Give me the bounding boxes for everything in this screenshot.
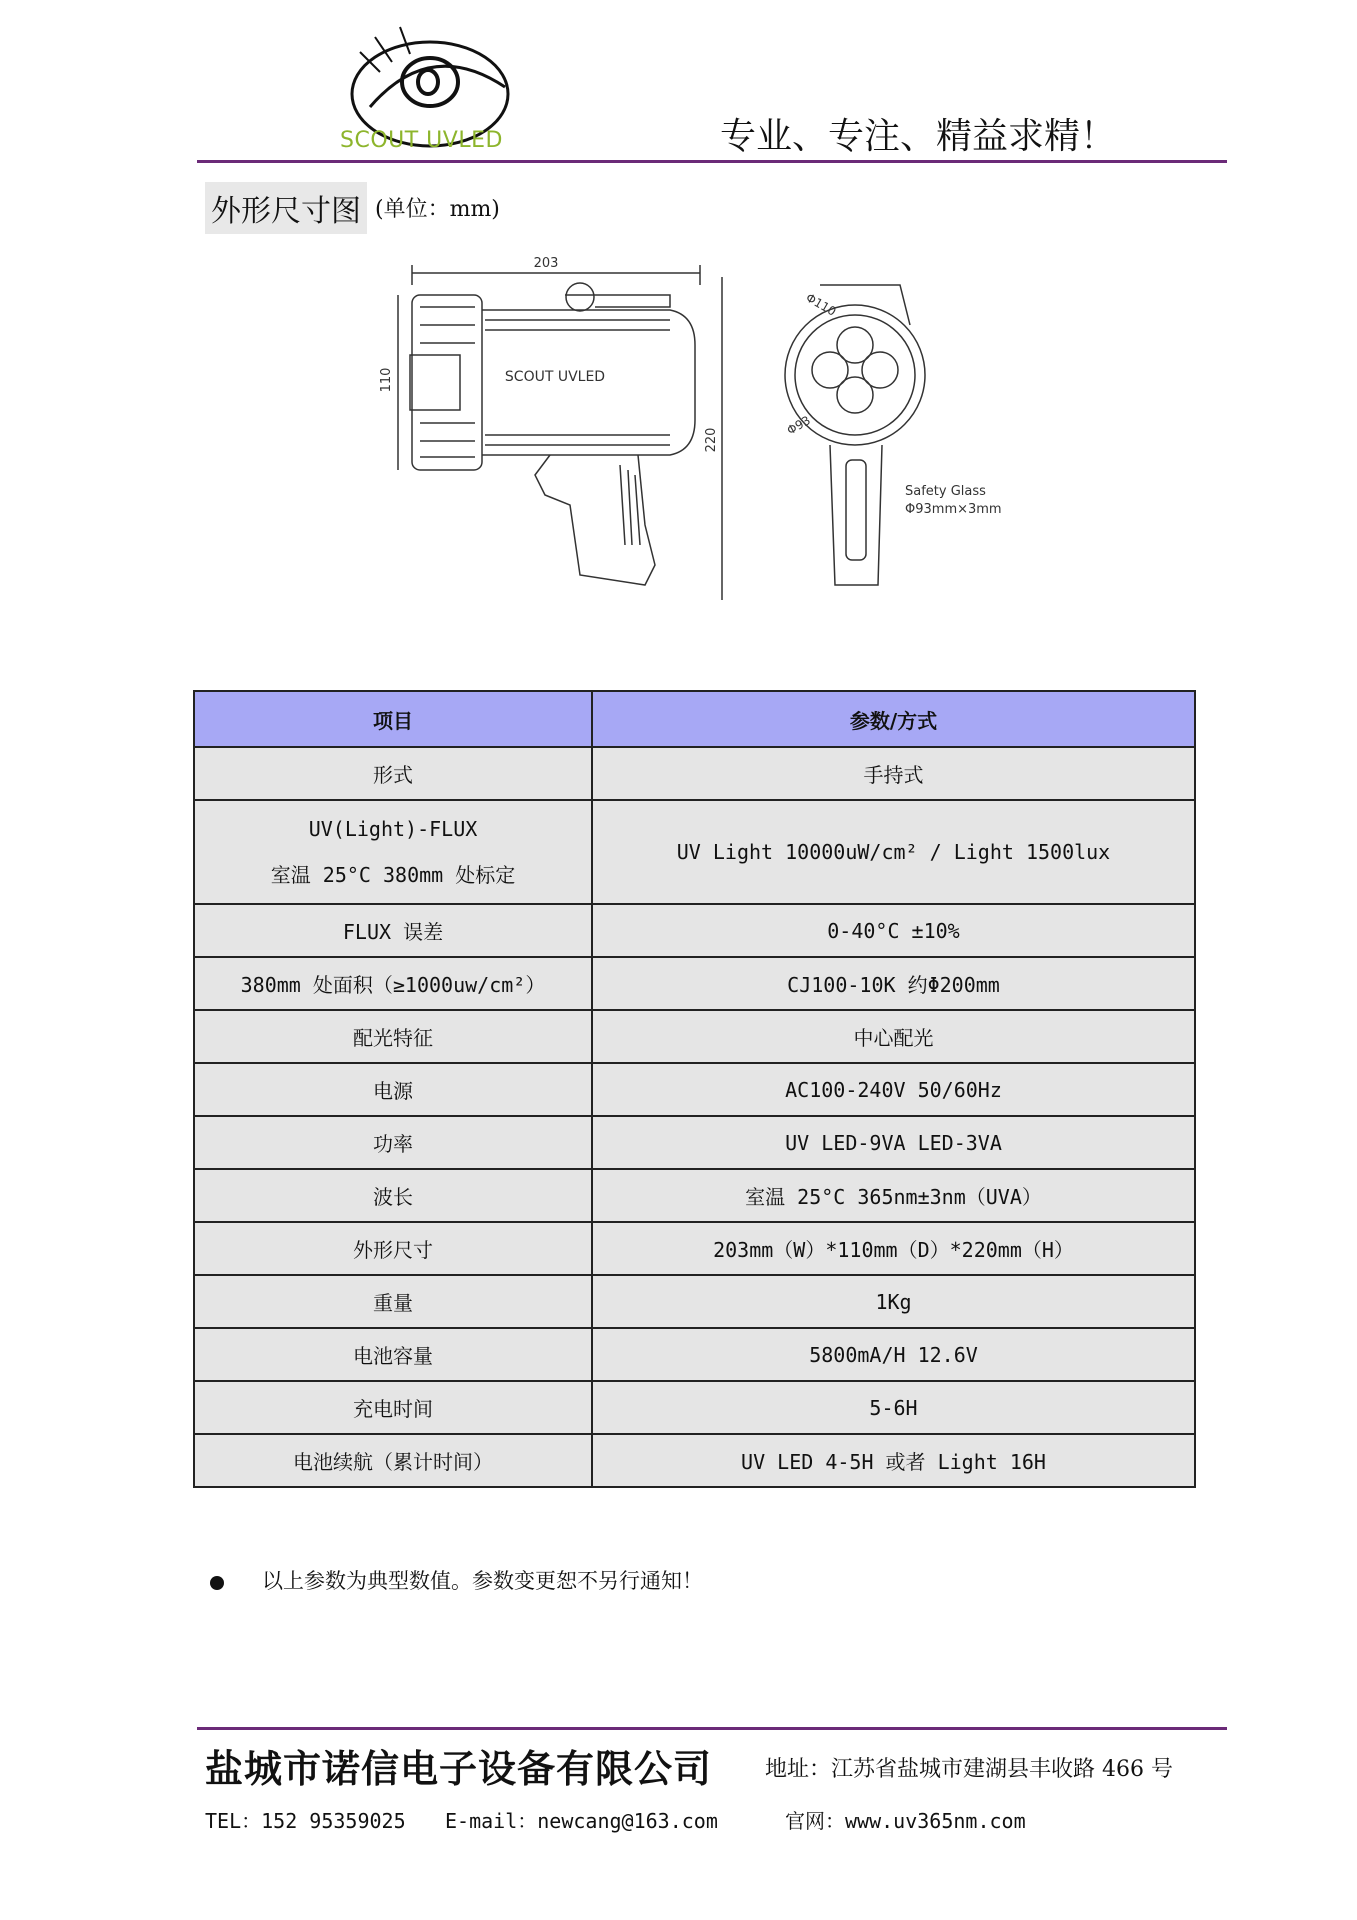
table-row: [194, 1381, 1195, 1434]
row-value: 5-6H: [592, 1381, 1195, 1434]
row-item: 充电时间: [194, 1381, 592, 1434]
row-item: 电池续航（累计时间）: [194, 1434, 592, 1487]
row-item: 380mm 处面积（≥1000uw/cm²）: [194, 957, 592, 1010]
company-address: 地址：江苏省盐城市建湖县丰收路 466 号: [765, 1757, 1173, 1782]
row-value: UV Light 10000uW/cm² / Light 1500lux: [592, 800, 1195, 904]
table-row: [194, 1275, 1195, 1328]
diameter-inner-label: Φ93: [784, 413, 813, 438]
row-item-line1: UV(Light)-FLUX: [308, 816, 478, 841]
logo-text: SCOUT UVLED: [340, 128, 503, 153]
row-item: 电源: [194, 1063, 592, 1116]
section-title: 外形尺寸图: [205, 182, 367, 234]
row-value: UV LED 4-5H 或者 Light 16H: [592, 1434, 1195, 1487]
row-value: UV LED-9VA LED-3VA: [592, 1116, 1195, 1169]
header-item: 项目: [194, 691, 592, 747]
contact-website[interactable]: 官网：www.uv365nm.com: [785, 1809, 1026, 1833]
dim-overall-height-label: 220: [704, 427, 719, 453]
dimension-drawing: [370, 245, 1020, 605]
row-item: 外形尺寸: [194, 1222, 592, 1275]
header-value: 参数/方式: [592, 691, 1195, 747]
slogan: 专业、专注、精益求精！: [720, 116, 1117, 157]
row-item: 重量: [194, 1275, 592, 1328]
row-item: 配光特征: [194, 1010, 592, 1063]
table-row: [194, 1169, 1195, 1222]
company-name: 盐城市诺信电子设备有限公司: [205, 1746, 713, 1791]
glass-label-1: Safety Glass: [905, 484, 986, 499]
drawing-brand-label: SCOUT UVLED: [504, 369, 606, 385]
table-row: [194, 957, 1195, 1010]
row-item: FLUX 误差: [194, 904, 592, 957]
table-row: [194, 747, 1195, 800]
dim-length-label: 203: [533, 256, 559, 271]
row-value: 室温 25°C 365nm±3nm（UVA）: [592, 1169, 1195, 1222]
row-value: 0-40°C ±10%: [592, 904, 1195, 957]
table-row: [194, 1063, 1195, 1116]
table-row: [194, 1328, 1195, 1381]
bullet-icon: [210, 1576, 224, 1590]
header-divider: [197, 160, 1227, 163]
table-row: [194, 1222, 1195, 1275]
footnote: [210, 1565, 703, 1595]
row-item-line2: 室温 25°C 380mm 处标定: [270, 862, 516, 887]
row-value: CJ100-10K 约Φ200mm: [592, 957, 1195, 1010]
row-item: [194, 800, 592, 904]
table-row: [194, 1010, 1195, 1063]
row-value: 5800mA/H 12.6V: [592, 1328, 1195, 1381]
table-row: [194, 1116, 1195, 1169]
row-item: 功率: [194, 1116, 592, 1169]
row-value: 1Kg: [592, 1275, 1195, 1328]
table-header-row: [194, 691, 1195, 747]
contact-email[interactable]: E-mail：newcang@163.com: [445, 1809, 718, 1833]
row-value: AC100-240V 50/60Hz: [592, 1063, 1195, 1116]
table-row: [194, 1434, 1195, 1487]
glass-label-2: Φ93mm×3mm: [905, 502, 1002, 517]
row-value: 手持式: [592, 747, 1195, 800]
footer-divider: [197, 1727, 1227, 1730]
row-item: 波长: [194, 1169, 592, 1222]
table-row: [194, 800, 1195, 904]
footnote-text: 以上参数为典型数值。参数变更恕不另行通知！: [262, 1569, 703, 1593]
row-item: 形式: [194, 747, 592, 800]
contact-tel: TEL：152 95359025: [205, 1809, 406, 1833]
spec-table: [193, 690, 1196, 1488]
table-row: [194, 904, 1195, 957]
row-value: 203mm（W）*110mm（D）*220mm（H）: [592, 1222, 1195, 1275]
diameter-outer-label: Φ110: [803, 290, 839, 319]
unit-label: (单位：mm): [375, 197, 500, 222]
row-item: 电池容量: [194, 1328, 592, 1381]
dim-height-label: 110: [379, 367, 394, 393]
row-value: 中心配光: [592, 1010, 1195, 1063]
